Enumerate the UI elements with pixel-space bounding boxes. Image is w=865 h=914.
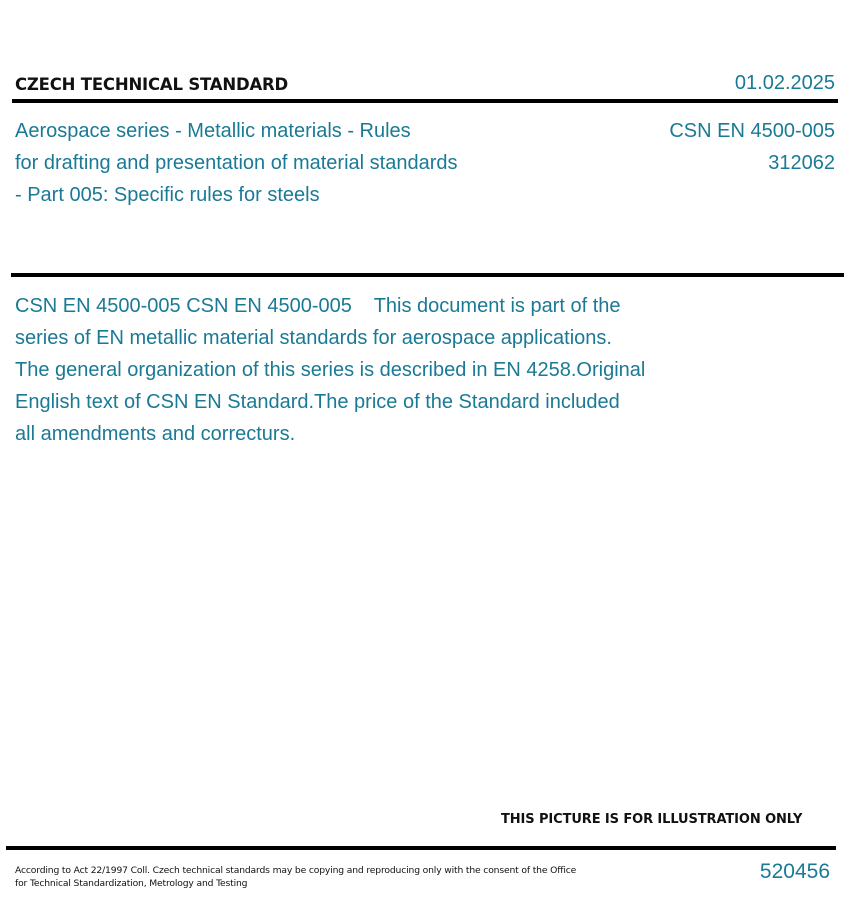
title-line: for drafting and presentation of material standards bbox=[15, 152, 458, 174]
standard-description bbox=[15, 290, 715, 450]
description-line: English text of CSN EN Standard.The price of the Standard included bbox=[15, 391, 620, 413]
standard-identifiers bbox=[669, 115, 835, 179]
bottom-divider bbox=[6, 846, 836, 850]
description-line: CSN EN 4500-005 CSN EN 4500-005 This document is part of the bbox=[15, 295, 621, 317]
catalog-number: 520456 bbox=[759, 860, 830, 883]
legal-line: According to Act 22/1997 Coll. Czech technical standards may be copying and reproducing only with the consent of the Office bbox=[15, 865, 577, 876]
description-line: all amendments and correcturs. bbox=[15, 423, 296, 445]
document-heading: CZECH TECHNICAL STANDARD bbox=[15, 75, 289, 94]
class-number: 312062 bbox=[768, 152, 835, 174]
illustration-note: THIS PICTURE IS FOR ILLUSTRATION ONLY bbox=[501, 812, 803, 827]
legal-notice bbox=[15, 864, 576, 890]
standard-title bbox=[15, 115, 575, 211]
publication-date: 01.02.2025 bbox=[734, 72, 835, 94]
description-line: The general organization of this series is described in EN 4258.Original bbox=[15, 359, 646, 381]
standard-code: CSN EN 4500-005 bbox=[669, 120, 835, 142]
legal-line: for Technical Standardization, Metrology and Testing bbox=[15, 878, 248, 889]
middle-divider bbox=[11, 273, 844, 277]
top-divider bbox=[12, 99, 838, 103]
title-line: Aerospace series - Metallic materials - Rules bbox=[15, 120, 411, 142]
description-line: series of EN metallic material standards for aerospace applications. bbox=[15, 327, 612, 349]
title-line: - Part 005: Specific rules for steels bbox=[15, 184, 320, 206]
